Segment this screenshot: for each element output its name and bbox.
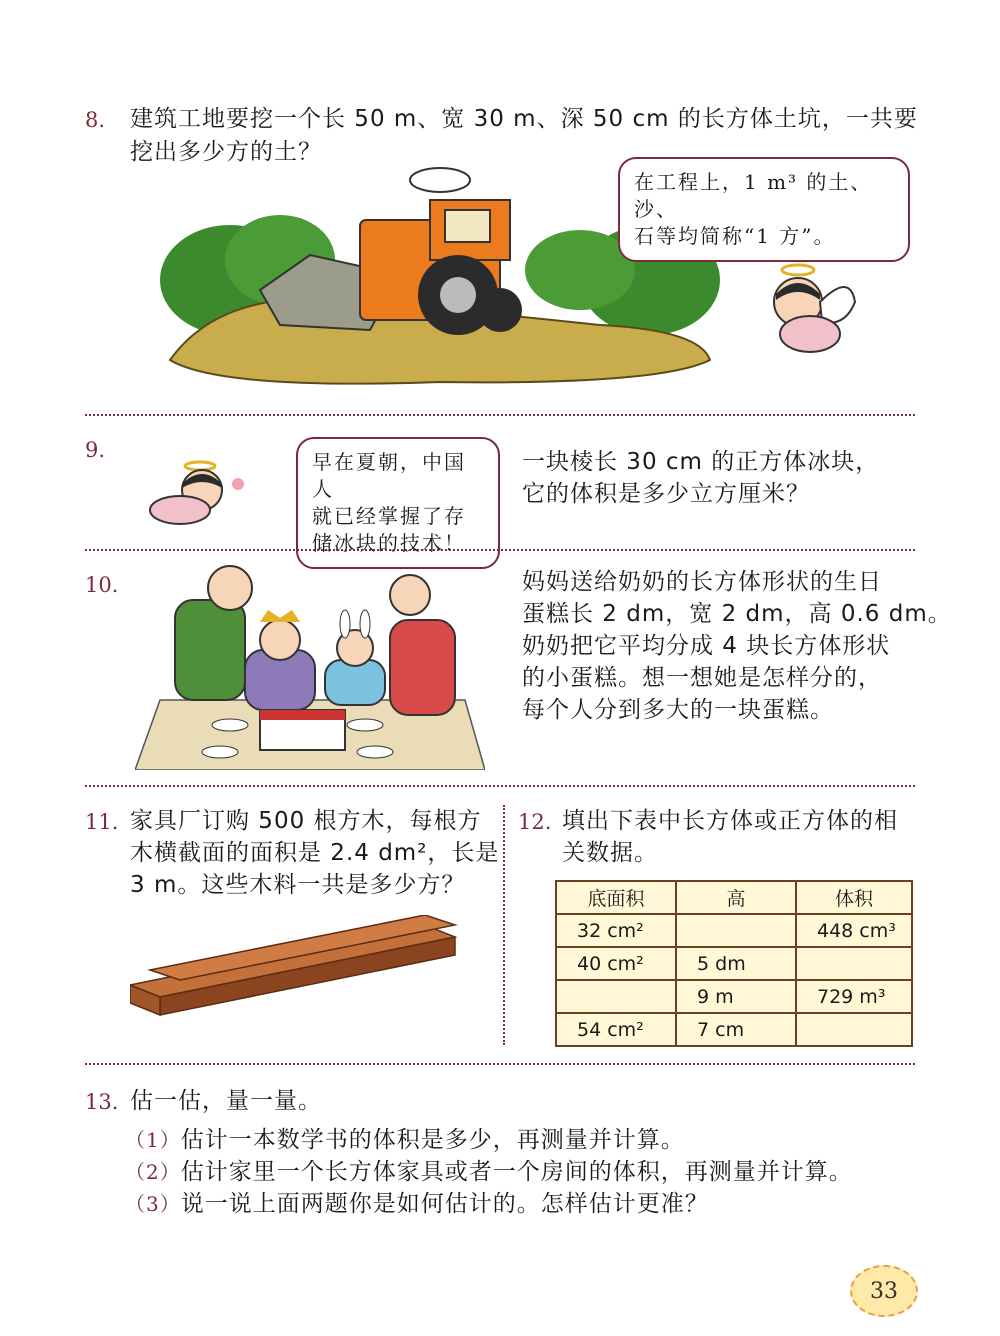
problem-10-number: 10. bbox=[85, 573, 119, 597]
item-text: 估计一本数学书的体积是多少，再测量并计算。 bbox=[180, 1127, 685, 1153]
item-text: 估计家里一个长方体家具或者一个房间的体积，再测量并计算。 bbox=[180, 1159, 853, 1185]
problem-10-text bbox=[522, 566, 952, 726]
header-height: 高 bbox=[676, 881, 796, 914]
table-cell bbox=[556, 980, 676, 1013]
data-table bbox=[555, 880, 913, 1047]
problem-11-text bbox=[130, 805, 499, 901]
problem-13-title: 估一估，量一量。 bbox=[130, 1088, 322, 1114]
table-cell: 32 cm² bbox=[556, 914, 676, 947]
header-volume: 体积 bbox=[796, 881, 912, 914]
problem-11-line: 家具厂订购 500 根方木，每根方 bbox=[130, 808, 482, 834]
problem-10-line: 蛋糕长 2 dm，宽 2 dm，高 0.6 dm。 bbox=[522, 601, 952, 627]
item-text: 说一说上面两题你是如何估计的。怎样估计更准？ bbox=[180, 1191, 709, 1217]
table-cell: 7 cm bbox=[676, 1013, 796, 1046]
problem-8-number: 8. bbox=[85, 108, 106, 132]
angel-figure-8 bbox=[750, 262, 860, 362]
problem-12-text-line2: 关数据。 bbox=[562, 840, 658, 866]
problem-13-item-3 bbox=[125, 1188, 853, 1220]
divider-4 bbox=[85, 1063, 915, 1065]
timber-beams-illustration bbox=[130, 915, 460, 1025]
table-cell: 54 cm² bbox=[556, 1013, 676, 1046]
bubble-9-line1: 早在夏朝，中国人 bbox=[312, 450, 466, 501]
problem-10-line: 的小蛋糕。想一想她是怎样分的， bbox=[522, 665, 882, 691]
table-cell: 40 cm² bbox=[556, 947, 676, 980]
table-row bbox=[556, 1013, 912, 1046]
table-cell bbox=[676, 914, 796, 947]
page-number: 33 bbox=[850, 1265, 918, 1317]
problem-12-number: 12. bbox=[518, 810, 552, 834]
column-divider bbox=[503, 805, 505, 1045]
table-cell: 729 m³ bbox=[796, 980, 912, 1013]
problem-8-text-line1: 建筑工地要挖一个长 50 m、宽 30 m、深 50 cm 的长方体土坑，一共要 bbox=[130, 106, 918, 132]
problem-10-line: 奶奶把它平均分成 4 块长方体形状 bbox=[522, 633, 891, 659]
table-cell bbox=[796, 947, 912, 980]
table-cell bbox=[796, 1013, 912, 1046]
family-cake-illustration bbox=[135, 560, 485, 770]
problem-11-line: 木横截面的面积是 2.4 dm²，长是 bbox=[130, 840, 500, 866]
bubble-8-line2: 石等均简称“1 方”。 bbox=[634, 224, 836, 248]
header-base-area: 底面积 bbox=[556, 881, 676, 914]
item-label: （1） bbox=[125, 1128, 181, 1152]
problem-8-speech-bubble bbox=[618, 157, 910, 262]
divider-2 bbox=[85, 549, 915, 551]
problem-10-line: 妈妈送给奶奶的长方体形状的生日 bbox=[522, 569, 882, 595]
table-cell: 9 m bbox=[676, 980, 796, 1013]
bubble-9-line3: 储冰块的技术！ bbox=[312, 531, 466, 555]
problem-10-line: 每个人分到多大的一块蛋糕。 bbox=[522, 697, 834, 723]
item-label: （3） bbox=[125, 1192, 181, 1216]
divider-1 bbox=[85, 414, 915, 416]
problem-12-text-line1: 填出下表中长方体或正方体的相 bbox=[562, 808, 898, 834]
problem-9-number: 9. bbox=[85, 438, 106, 462]
problem-13-number: 13. bbox=[85, 1090, 119, 1114]
table-cell: 448 cm³ bbox=[796, 914, 912, 947]
problem-8-text-line2: 挖出多少方的土？ bbox=[130, 139, 322, 165]
item-label: （2） bbox=[125, 1160, 181, 1184]
problem-11-number: 11. bbox=[85, 810, 119, 834]
table-header-row bbox=[556, 881, 912, 914]
divider-3 bbox=[85, 785, 915, 787]
bubble-8-line1: 在工程上，1 m³ 的土、沙、 bbox=[634, 170, 873, 221]
table-row bbox=[556, 947, 912, 980]
angel-figure-9 bbox=[140, 460, 260, 530]
table-cell: 5 dm bbox=[676, 947, 796, 980]
problem-13-items bbox=[125, 1124, 853, 1220]
table-row bbox=[556, 914, 912, 947]
problem-9-text-line2: 它的体积是多少立方厘米？ bbox=[522, 481, 810, 507]
table-row bbox=[556, 980, 912, 1013]
problem-13-item-1 bbox=[125, 1124, 853, 1156]
problem-11-line: 3 m。这些木料一共是多少方？ bbox=[130, 872, 466, 898]
bubble-9-line2: 就已经掌握了存 bbox=[312, 504, 466, 528]
problem-13-item-2 bbox=[125, 1156, 853, 1188]
problem-9-text-line1: 一块棱长 30 cm 的正方体冰块， bbox=[522, 449, 880, 475]
